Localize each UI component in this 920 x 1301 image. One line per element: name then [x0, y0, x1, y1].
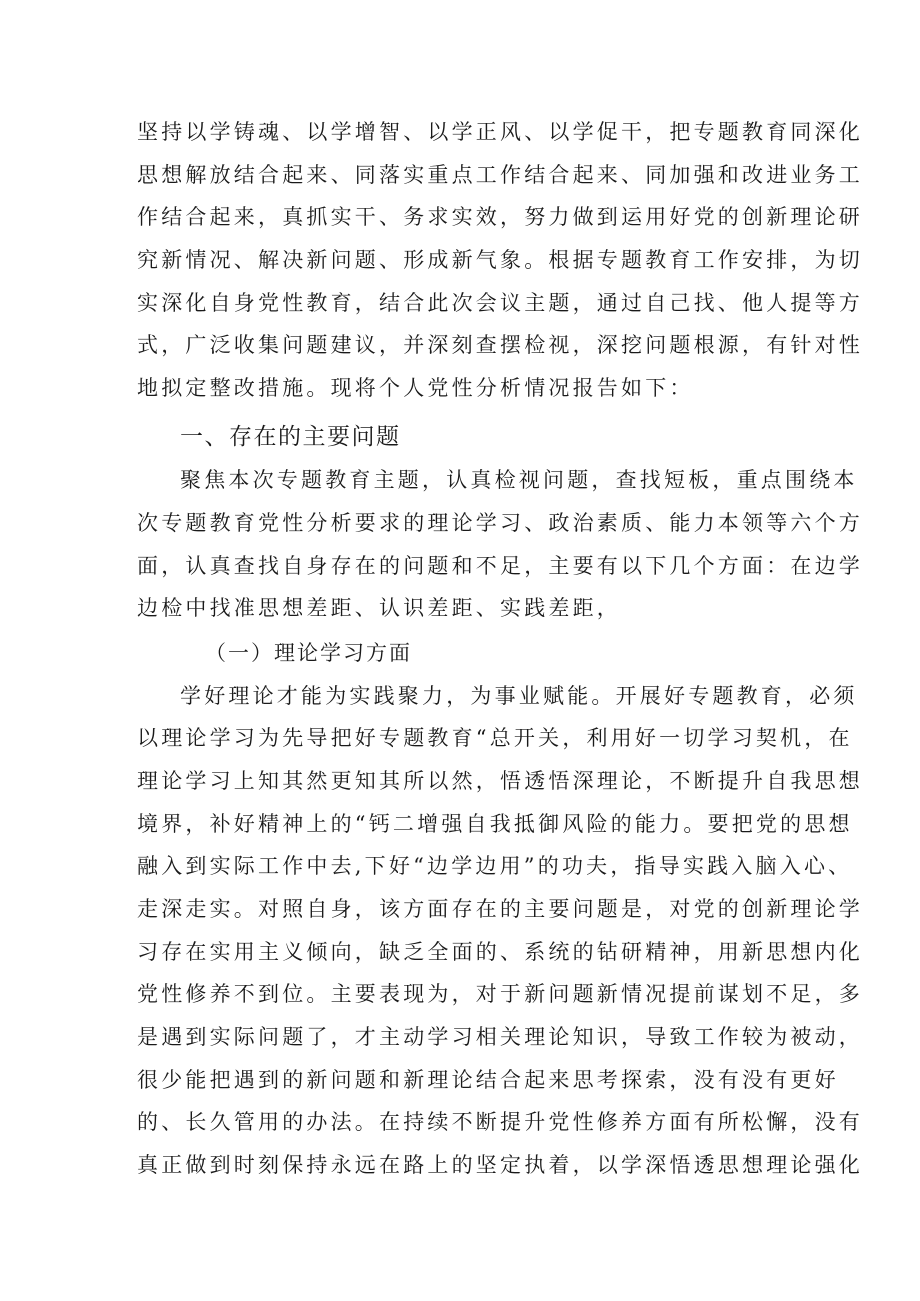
text-line: 走深走实。对照自身，该方面存在的主要问题是，对党的创新理论学 [137, 897, 863, 921]
text-line: 是遇到实际问题了，才主动学习相关理论知识，导致工作较为被动， [137, 1025, 863, 1049]
text-line: 很少能把遇到的新问题和新理论结合起来思考探索，没有没有更好 [137, 1068, 839, 1092]
text-line: 习存在实用主义倾向，缺乏全面的、系统的钻研精神，用新思想内化 [137, 940, 863, 964]
text-line: 坚持以学铸魂、以学增智、以学正风、以学促干，把专题教育同深化 [137, 120, 863, 144]
text-line: 边检中找准思想差距、认识差距、实践差距， [137, 596, 621, 620]
text-line: 党性修养不到位。主要表现为，对于新问题新情况提前谋划不足，多 [137, 982, 863, 1006]
text-line: 融入到实际工作中去,下好“边学边用”的功夫，指导实践入脑入心、 [137, 854, 853, 878]
text-line: 思想解放结合起来、同落实重点工作结合起来、同加强和改进业务工 [137, 163, 863, 187]
text-line: 实深化自身党性教育，结合此次会议主题，通过自己找、他人提等方 [137, 291, 863, 315]
subsection-heading: （一）理论学习方面 [205, 641, 412, 665]
text-line: 面，认真查找自身存在的问题和不足，主要有以下几个方面：在边学 [137, 554, 863, 578]
text-line: 真正做到时刻保持永远在路上的坚定执着，以学深悟透思想理论强化 [137, 1153, 863, 1177]
text-line: 学好理论才能为实践聚力，为事业赋能。开展好专题教育，必须 [180, 684, 858, 708]
text-line: 究新情况、解决新问题、形成新气象。根据专题教育工作安排，为切 [137, 248, 863, 272]
text-line: 式，广泛收集问题建议，并深刻查摆检视，深挖问题根源，有针对性 [137, 333, 863, 357]
text-line: 理论学习上知其然更知其所以然，悟透悟深理论，不断提升自我思想 [137, 769, 863, 793]
text-line: 聚焦本次专题教育主题，认真检视问题，查找短板，重点围绕本 [180, 468, 858, 492]
section-heading: 一、存在的主要问题 [180, 424, 401, 450]
text-line: 的、长久管用的办法。在持续不断提升党性修养方面有所松懈，没有 [137, 1110, 863, 1134]
text-line: 以理论学习为先导把好专题教育“总开关，利用好一切学习契机，在 [137, 726, 853, 750]
text-line: 地拟定整改措施。现将个人党性分析情况报告如下： [137, 376, 694, 400]
text-line: 作结合起来，真抓实干、务求实效，努力做到运用好党的创新理论研 [137, 205, 863, 229]
text-line: 次专题教育党性分析要求的理论学习、政治素质、能力本领等六个方 [137, 511, 863, 535]
text-line: 境界，补好精神上的“钙二增强自我抵御风险的能力。要把党的思想 [137, 812, 853, 836]
